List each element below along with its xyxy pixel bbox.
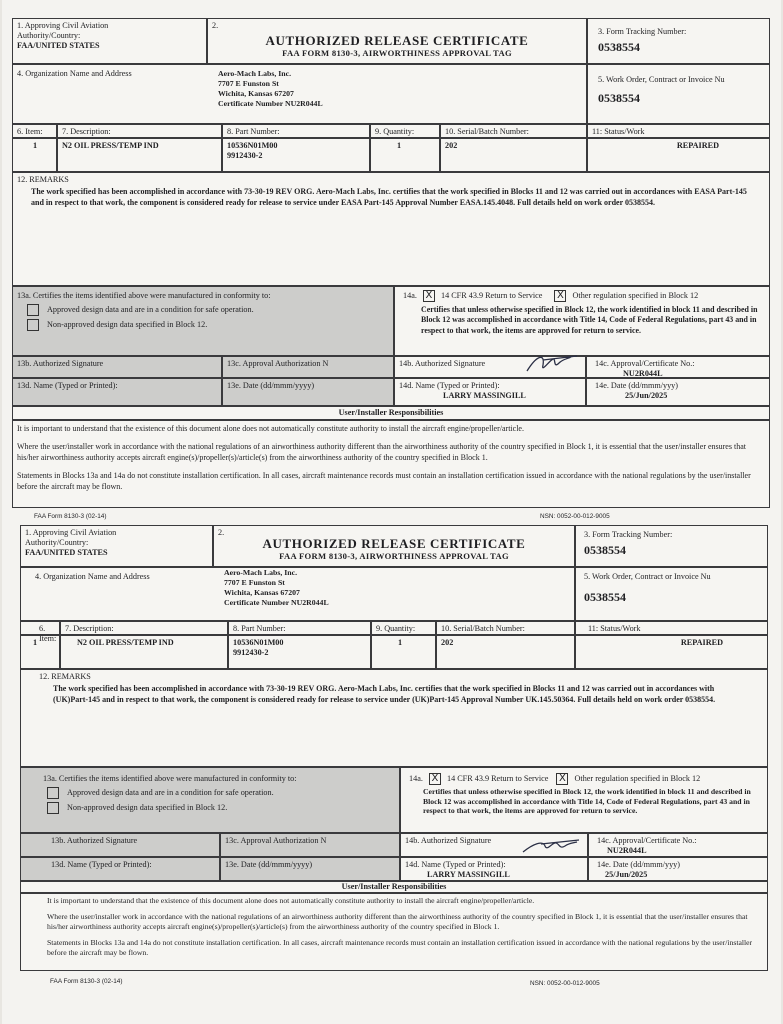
- other-regulation-checkbox[interactable]: X: [554, 290, 566, 302]
- description-value: N2 OIL PRESS/TEMP IND: [57, 138, 222, 172]
- org-line: Wichita, Kansas 67207: [224, 588, 300, 598]
- approved-data-checkbox[interactable]: [47, 787, 59, 799]
- block13b-label: 13b. Authorized Signature: [20, 833, 220, 857]
- block13d-label: 13d. Name (Typed or Printed):: [12, 378, 222, 406]
- block1-label: 1. Approving Civil Aviation Authority/Country:: [17, 21, 109, 40]
- responsibilities-title: User/Installer Responsibilities: [12, 406, 770, 420]
- block4-label: 4. Organization Name and Address: [35, 572, 150, 581]
- block13a: [12, 286, 394, 356]
- return-to-service-label: 14 CFR 43.9 Return to Service: [440, 290, 543, 300]
- document-page: [2, 0, 781, 1024]
- block5-work-order: [587, 64, 770, 124]
- block14e-label: 14e. Date (dd/mmm/yyy): [595, 381, 678, 390]
- form-subtitle: FAA FORM 8130-3, AIRWORTHINESS APPROVAL TAG: [279, 551, 509, 562]
- block1-approving-authority: [20, 525, 213, 567]
- responsibilities-body: [20, 893, 768, 971]
- responsibilities-p2: Where the user/installer work in accordance with the national regulations of an airworthiness authority different than the airworthiness authority of the country specified in Block 1, it is essential that the user/installer ensures that his/her airworthiness authority accepts aircraft engine(s)/propeller(s)/article(s) from the airworthiness authority of the country specified in Block 1.: [47, 912, 748, 931]
- authorized-signature: [519, 834, 583, 858]
- certificate-1: [12, 18, 770, 508]
- org-line: Wichita, Kansas 67207: [218, 89, 294, 99]
- block14a-certification-text: Certifies that unless otherwise specified in Block 12, the work identified in block 11 and described in Block 12 was accomplished in accordance with Title 14, Code of Federal Regulations, part 43 and in respect to that work, the items are approved for return to service.: [423, 787, 751, 816]
- org-line: Certificate Number NU2R044L: [224, 598, 329, 608]
- block5-value: 0538554: [598, 90, 640, 105]
- header-serial: 10. Serial/Batch Number:: [440, 124, 587, 138]
- header-description: 7. Description:: [60, 621, 228, 635]
- item-value: 1: [20, 635, 60, 669]
- block14e-value: 25/Jun/2025: [605, 869, 648, 879]
- block14d: [400, 857, 588, 881]
- block1-value: FAA/UNITED STATES: [17, 40, 100, 50]
- block14c: [588, 833, 768, 857]
- responsibilities-title: User/Installer Responsibilities: [20, 881, 768, 893]
- block13a-option-nonapproved: [17, 319, 389, 331]
- block14c: [586, 356, 770, 378]
- block14e: [586, 378, 770, 406]
- part-number-line: 9912430-2: [227, 150, 263, 160]
- nonapproved-data-label: Non-approved design data specified in Block 12.: [67, 802, 228, 812]
- return-to-service-label: 14 CFR 43.9 Return to Service: [446, 773, 549, 783]
- block14a-certification-text: Certifies that unless otherwise specified in Block 12, the work identified in block 11 and described in Block 12 was accomplished in accordance with Title 14, Code of Federal Regulations, part 43 and in respect to that work, the items are approved for return to service.: [421, 305, 758, 335]
- nonapproved-data-label: Non-approved design data specified in Block 12.: [47, 319, 208, 329]
- serial-value: 202: [440, 138, 587, 172]
- header-part-number: 8. Part Number:: [222, 124, 370, 138]
- header-status: 11: Status/Work: [587, 124, 770, 138]
- block14e-value: 25/Jun/2025: [625, 390, 668, 400]
- footer-nsn-2: NSN: 0052-00-012-9005: [530, 980, 600, 987]
- quantity-value: 1: [371, 635, 436, 669]
- block14e-label: 14e. Date (dd/mmm/yyy): [597, 860, 680, 869]
- block14b-label: 14b. Authorized Signature: [399, 359, 486, 368]
- certificate-2: [20, 525, 768, 971]
- block14a: [394, 286, 770, 356]
- footer-form-number-2: FAA Form 8130-3 (02-14): [50, 978, 123, 985]
- status-value: REPAIRED: [575, 635, 768, 669]
- header-serial: 10. Serial/Batch Number:: [436, 621, 575, 635]
- block14b: [400, 833, 588, 857]
- authorized-signature: [523, 351, 583, 377]
- block13a-option-approved: [43, 787, 395, 799]
- block14c-value: NU2R044L: [623, 368, 663, 378]
- block2-label: 2.: [212, 21, 219, 30]
- remarks-label: 12. REMARKS: [17, 175, 69, 184]
- block14a-options: [405, 773, 763, 785]
- org-line: Aero-Mach Labs, Inc.: [218, 69, 292, 78]
- block3-value: 0538554: [584, 542, 626, 557]
- form-title: AUTHORIZED RELEASE CERTIFICATE: [262, 535, 526, 551]
- block3-value: 0538554: [598, 39, 640, 54]
- block5-work-order: [575, 567, 768, 621]
- block14d-value: LARRY MASSINGILL: [427, 869, 510, 879]
- block3-label: 3. Form Tracking Number:: [598, 27, 687, 36]
- block3-tracking-number: [575, 525, 768, 567]
- block14a-options: [399, 290, 765, 302]
- serial-value: 202: [436, 635, 575, 669]
- block5-label: 5. Work Order, Contract or Invoice Nu: [598, 75, 725, 84]
- block14c-value: NU2R044L: [607, 845, 647, 855]
- block14d: [394, 378, 586, 406]
- block12-remarks: [20, 669, 768, 767]
- return-to-service-checkbox[interactable]: X: [423, 290, 435, 302]
- block13a-label: 13a. Certifies the items identified above were manufactured in conformity to:: [17, 291, 271, 300]
- other-regulation-checkbox[interactable]: X: [556, 773, 568, 785]
- block14a-label: 14a.: [409, 773, 423, 783]
- block13a: [20, 767, 400, 833]
- form-subtitle: FAA FORM 8130-3, AIRWORTHINESS APPROVAL TAG: [282, 48, 512, 59]
- responsibilities-body: [12, 420, 770, 508]
- header-item: 6. Item:: [12, 124, 57, 138]
- block14c-label: 14c. Approval/Certificate No.:: [595, 359, 695, 368]
- footer-nsn-1: NSN: 0052-00-012-9005: [540, 513, 610, 520]
- block14d-label: 14d. Name (Typed or Printed):: [399, 381, 500, 390]
- quantity-value: 1: [370, 138, 440, 172]
- org-line: 7707 E Funston St: [224, 578, 285, 588]
- block13a-label: 13a. Certifies the items identified above were manufactured in conformity to:: [43, 774, 297, 783]
- block13a-option-nonapproved: [43, 802, 395, 814]
- block14a: [400, 767, 768, 833]
- block13b-label: 13b. Authorized Signature: [12, 356, 222, 378]
- block14e: [588, 857, 768, 881]
- remarks-text: The work specified has been accomplished in accordance with 73-30-19 REV ORG. Aero-Mach Labs, Inc. certifies that the work specified in Blocks 11 and 12 was carried out in accordances with (UK)Part-145 and in respect to that work, the component is considered ready for release to service under (UK)Part-145 Approval Number UK.145.50364. Full details held on work order 0538554.: [53, 683, 716, 704]
- responsibilities-p3: Statements in Blocks 13a and 14a do not constitute installation certification. In all cases, aircraft maintenance records must contain an installation certification issued in accordance with the national regulations by the user/installer before the aircraft may be flown.: [47, 938, 753, 957]
- responsibilities-p1: It is important to understand that the existence of this document alone does not automatically constitute authority to install the aircraft engine/propeller/article.: [47, 896, 535, 905]
- block13a-option-approved: [17, 304, 389, 316]
- block13e-label: 13e. Date (dd/mmm/yyyy): [220, 857, 400, 881]
- approved-data-label: Approved design data and are in a condition for safe operation.: [47, 304, 254, 314]
- part-number-value: [222, 138, 370, 172]
- org-address: [224, 568, 329, 609]
- remarks-label: 12. REMARKS: [39, 672, 91, 681]
- status-value: REPAIRED: [587, 138, 770, 172]
- block14c-label: 14c. Approval/Certificate No.:: [597, 836, 697, 845]
- nonapproved-data-checkbox[interactable]: [27, 319, 39, 331]
- block4-organization: [20, 567, 575, 621]
- block1-approving-authority: [12, 18, 207, 64]
- org-address: [218, 69, 323, 110]
- block14d-label: 14d. Name (Typed or Printed):: [405, 860, 506, 869]
- part-number-line: 10536N01M00: [227, 141, 278, 150]
- block14b: [394, 356, 586, 378]
- block1-value: FAA/UNITED STATES: [25, 547, 108, 557]
- block2-label: 2.: [218, 528, 225, 537]
- org-line: Certificate Number NU2R044L: [218, 99, 323, 109]
- block14d-value: LARRY MASSINGILL: [443, 390, 526, 400]
- header-status: 11: Status/Work: [575, 621, 768, 635]
- item-value: 1: [12, 138, 57, 172]
- block14b-label: 14b. Authorized Signature: [405, 836, 492, 845]
- remarks-text: The work specified has been accomplished in accordance with 73-30-19 REV ORG. Aero-Mach Labs, Inc. certifies that the work specified in Blocks 11 and 12 was carried out in accordances with EASA Part-145 and in respect to that work, the component is considered ready for release to service under EASA Part-145 Approval Number EASA.145.4048. Full details held on work order 0538554.: [31, 186, 747, 207]
- block5-value: 0538554: [584, 589, 626, 604]
- other-regulation-label: Other regulation specified in Block 12: [574, 773, 701, 783]
- block13c-label: 13c. Approval Authorization N: [220, 833, 400, 857]
- responsibilities-p3: Statements in Blocks 13a and 14a do not constitute installation certification. In all cases, aircraft maintenance records must contain an installation certification issued in accordance with the national regulations by the user/installer before the aircraft may be flown.: [17, 471, 751, 491]
- approved-data-checkbox[interactable]: [27, 304, 39, 316]
- description-value: N2 OIL PRESS/TEMP IND: [60, 635, 228, 669]
- other-regulation-label: Other regulation specified in Block 12: [572, 290, 699, 300]
- block2-title: [213, 525, 575, 567]
- org-line: 7707 E Funston St: [218, 79, 279, 89]
- header-description: 7. Description:: [57, 124, 222, 138]
- block13c-label: 13c. Approval Authorization N: [222, 356, 394, 378]
- part-number-value: [228, 635, 371, 669]
- block13d-label: 13d. Name (Typed or Printed):: [20, 857, 220, 881]
- block4-organization: [12, 64, 587, 124]
- header-quantity: 9. Quantity:: [370, 124, 440, 138]
- footer-form-number-1: FAA Form 8130-3 (02-14): [34, 513, 107, 520]
- block5-label: 5. Work Order, Contract or Invoice Nu: [584, 572, 711, 581]
- block3-tracking-number: [587, 18, 770, 64]
- responsibilities-p2: Where the user/installer work in accordance with the national regulations of an airworthiness authority different than the airworthiness authority of the country specified in Block 1, it is essential that the user/installer ensures that his/her airworthiness authority accepts aircraft engine(s)/propeller(s)/article(s) from the airworthiness authority of the country specified in Block 1.: [17, 442, 746, 462]
- form-title: AUTHORIZED RELEASE CERTIFICATE: [265, 32, 529, 48]
- block2-title: [207, 18, 587, 64]
- header-part-number: 8. Part Number:: [228, 621, 371, 635]
- block4-label: 4. Organization Name and Address: [17, 69, 132, 78]
- part-number-line: 10536N01M00: [233, 638, 284, 647]
- header-quantity: 9. Quantity:: [371, 621, 436, 635]
- block12-remarks: [12, 172, 770, 286]
- part-number-line: 9912430-2: [233, 647, 269, 657]
- org-line: Aero-Mach Labs, Inc.: [224, 568, 298, 577]
- responsibilities-p1: It is important to understand that the existence of this document alone does not automatically constitute authority to install the aircraft engine/propeller/article.: [17, 424, 524, 433]
- block3-label: 3. Form Tracking Number:: [584, 530, 673, 539]
- header-item: 6. Item:: [20, 621, 60, 635]
- block1-label: 1. Approving Civil Aviation Authority/Country:: [25, 528, 117, 547]
- block14a-label: 14a.: [403, 290, 417, 300]
- approved-data-label: Approved design data and are in a condition for safe operation.: [67, 787, 274, 797]
- block13e-label: 13e. Date (dd/mmm/yyyy): [222, 378, 394, 406]
- nonapproved-data-checkbox[interactable]: [47, 802, 59, 814]
- return-to-service-checkbox[interactable]: X: [429, 773, 441, 785]
